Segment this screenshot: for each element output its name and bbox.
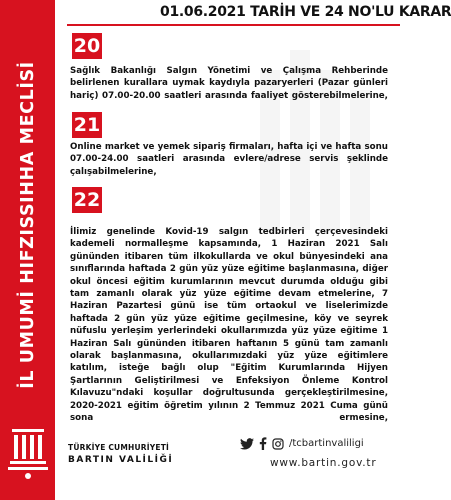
- building-watermark: [240, 30, 390, 230]
- header: [55, 0, 451, 22]
- governorship-logo: [6, 425, 50, 483]
- facebook-icon[interactable]: [259, 437, 267, 450]
- item-number-20: 20: [73, 35, 101, 57]
- twitter-icon[interactable]: [240, 438, 254, 450]
- social-handle[interactable]: /tcbartinvaliligi: [289, 438, 364, 449]
- sidebar-title-text: İL UMUMİ HIFZISSIHHA MECLİSİ: [18, 61, 39, 389]
- sidebar-band: [0, 0, 55, 500]
- org-name-line1: TÜRKİYE CUMHURİYETİ: [68, 443, 169, 452]
- instagram-icon[interactable]: [272, 438, 284, 450]
- item-text-21: Online market ve yemek sipariş firmaları, hafta içi ve hafta sonu 07.00-24.00 saatleri arasında evlere/adrese servis şeklinde çalışabilmelerine,: [70, 142, 388, 177]
- item-text-22: İlimiz genelinde Kovid-19 salgın tedbirleri çerçevesindeki kademeli normalleşme kapsamında, 1 Haziran 2021 Salı gününden itibaren tüm ilkokullarda ve okul bünyesindeki ana sınıflarında haftada 2 gün yüz yüze eğitime başlanmasına, diğer okul öncesi eğitim kurumlarının mevcut durumda olduğu gibi tam zamanlı olarak yüz yüze eğitime devam etmelerine, 7 Haziran Pazartesi günü ise tüm ortaokul ve liselerimizde haftada 2 gün yüz yüze eğitime geçilmesine, köy ve seyrek nüfuslu yerleşim yerlerindeki okullarımızda yüz yüze eğitime 1 Haziran Salı gününden itibaren haftanın 5 günü tam zamanlı olarak başlanmasına, okullarımızdaki yüz yüze eğitimlere katılım, isteğe bağlı olup "Eğitim Kurumlarında Hijyen Şartlarının Geliştirilmesi ve Enfeksiyon Önleme Kontrol Kılavuzu"ndaki koşullar doğrultusunda gerçekleştirilmesine, 2020-2021 eğitim öğretim yılının 2 Temmuz 2021 Cuma günü sona ermesine,: [70, 227, 388, 424]
- footer-organization: [68, 443, 178, 465]
- org-name-line2: BARTIN VALİLİĞİ: [68, 455, 174, 465]
- header-divider: [67, 24, 400, 26]
- page-title: 01.06.2021 TARİH VE 24 NO'LU KARAR: [160, 4, 451, 20]
- sidebar-title: [3, 30, 53, 420]
- item-number-22: 22: [73, 189, 101, 211]
- website-link[interactable]: www.bartin.gov.tr: [270, 457, 377, 469]
- social-links: [240, 437, 364, 450]
- item-number-21: 21: [73, 114, 101, 136]
- item-text-20: Sağlık Bakanlığı Salgın Yönetimi ve Çalışma Rehberinde belirlenen kurallara uymak kaydıyla pazaryerleri (Pazar günleri hariç) 07.00-20.00 saatleri arasında faaliyet gösterebilmelerine,: [70, 66, 388, 101]
